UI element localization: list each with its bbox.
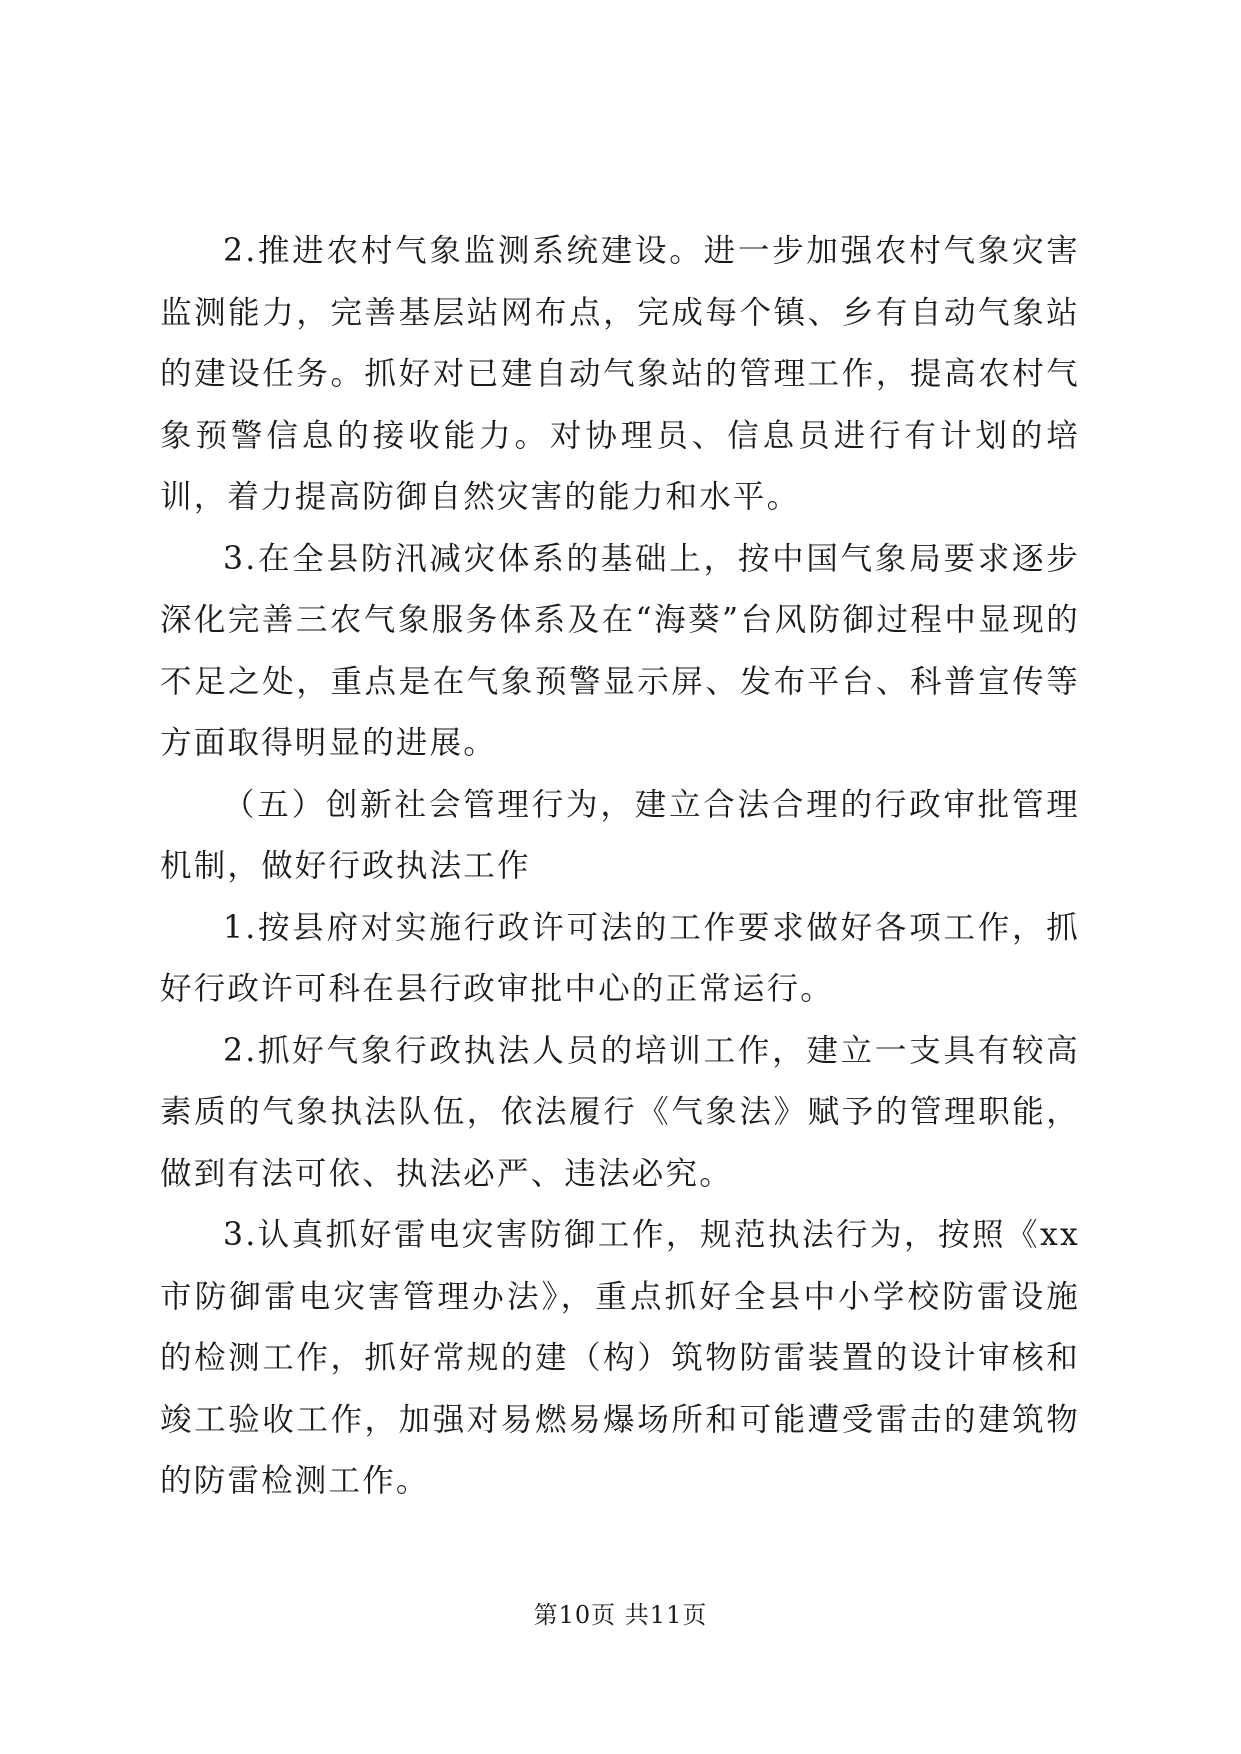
page-number-footer: 第10页 共11页 [533,1601,708,1629]
paragraph-lightning-protection: 3.认真抓好雷电灾害防御工作，规范执法行为，按照《xx市防御雷电灾害管理办法》，重点抓好全县中小学校防雷设施的检测工作，抓好常规的建（构）筑物防雷装置的设计审核和竣工验收工作，加强对易燃易爆场所和可能遭受雷击的建筑物的防雷检测工作。 [160,1217,1080,1499]
paragraph-flood-control: 3.在全县防汛减灾体系的基础上，按中国气象局要求逐步深化完善三农气象服务体系及在“海葵”台风防御过程中显现的不足之处，重点是在气象预警显示屏、发布平台、科普宣传等方面取得明显的进展。 [160,540,1080,761]
paragraph-administrative-license: 1.按县府对实施行政许可法的工作要求做好各项工作，抓好行政许可科在县行政审批中心的正常运行。 [160,909,1080,1007]
paragraph-law-enforcement-training: 2.抓好气象行政执法人员的培训工作，建立一支具有较高素质的气象执法队伍，依法履行《气象法》赋予的管理职能，做到有法可依、执法必严、违法必究。 [160,1032,1080,1192]
section-heading-five: （五）创新社会管理行为，建立合法合理的行政审批管理机制，做好行政执法工作 [160,786,1080,884]
document-body [160,221,1080,1513]
paragraph-rural-monitoring: 2.推进农村气象监测系统建设。进一步加强农村气象灾害监测能力，完善基层站网布点，完成每个镇、乡有自动气象站的建设任务。抓好对已建自动气象站的管理工作，提高农村气象预警信息的接收能力。对协理员、信息员进行有计划的培训，着力提高防御自然灾害的能力和水平。 [160,233,1080,515]
